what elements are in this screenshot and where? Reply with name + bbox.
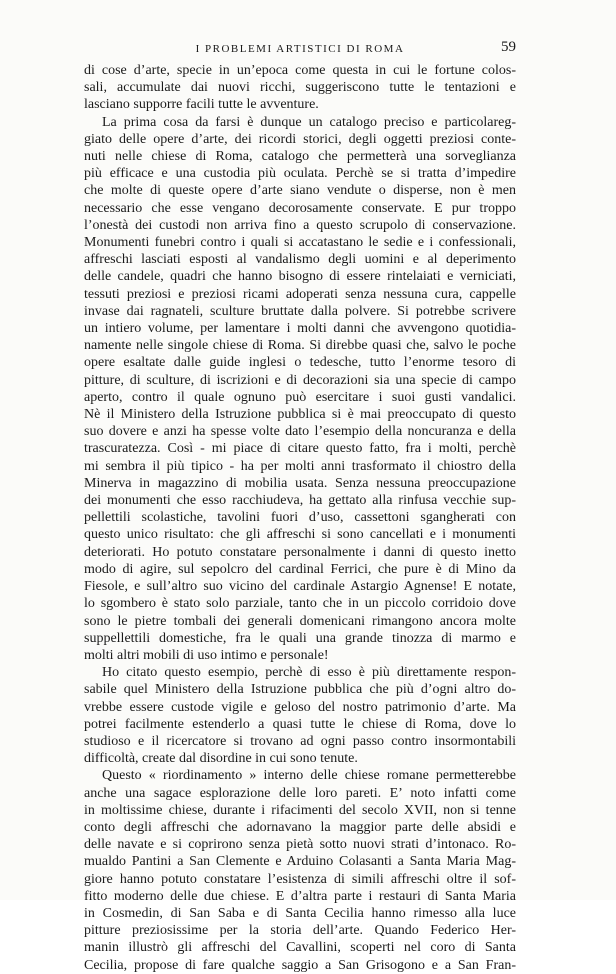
text-line: mi sembra il più tipico - ha per molti anni trasformato il chiostro della: [84, 458, 516, 474]
text-line: nuti nelle chiese di Roma, catalogo che permetterà una sorveglianza: [84, 149, 516, 165]
text-line: Questo « riordinamento » interno delle chiese romane permetterebbe: [102, 768, 516, 784]
text-line: delle navate e si coprirono senza pietà sotto nuovi strati d’intonaco. Ro-: [84, 837, 516, 853]
text-line: vrebbe essere custode vigile e geloso del nostro patrimonio d’arte. Ma: [84, 699, 516, 715]
text-line: deteriorati. Ho potuto constatare personalmente i danni di questo inetto: [84, 544, 516, 560]
text-line: l’onestà dei custodi non arriva fino a questo scrupolo di conservazione.: [84, 217, 516, 233]
text-line: opere esaltate dalle guide inglesi o tedesche, tutto l’enorme tesoro di: [84, 355, 516, 371]
text-line: suppellettili domestiche, fra le quali una grande tinozza di marmo e: [84, 630, 516, 646]
text-line: suo dovere e anzi ha spesse volte dato l’esempio della noncuranza e della: [84, 424, 516, 440]
text-line: lasciano supporre facili tutte le avventure.: [84, 97, 319, 113]
text-line: pitture, di sculture, di iscrizioni e di decorazioni sia una specie di campo: [84, 372, 516, 388]
text-line: difficoltà, create dal disordine in cui sono tenute.: [84, 751, 358, 767]
text-line: in Cosmedin, di San Saba e di Santa Cecilia hanno rimesso alla luce: [84, 905, 516, 921]
text-line: un intiero volume, per lamentare i molti danni che avvengono quotidia-: [84, 321, 516, 337]
text-line: molti altri mobili di uso intimo e personale!: [84, 647, 329, 663]
text-line: Monumenti funebri contro i quali si accatastano le sedie e i confessionali,: [84, 235, 516, 251]
text-line: modo di agire, sul sepolcro del cardinal Ferrici, che pure è di Mino da: [84, 561, 516, 577]
text-line: Nè il Ministero della Istruzione pubblica si è mai preoccupato di questo: [84, 407, 516, 423]
text-line: questo unico risultato: che gli affreschi si sono cancellati e i monumenti: [84, 527, 516, 543]
paragraph: [84, 664, 516, 767]
text-line: conto degli affreschi che adornavano la maggior parte delle absidi e: [84, 819, 516, 835]
text-line: Cecilia, propose di fare qualche saggio a San Grisogono e a San Fran-: [84, 957, 516, 973]
text-line: La prima cosa da farsi è dunque un catalogo preciso e particolareg-: [102, 114, 516, 130]
body-text: [84, 62, 516, 974]
text-line: potrei facilmente estenderlo a quasi tutte le chiese di Roma, dove lo: [84, 716, 516, 732]
text-line: sono le pietre tombali dei generali domenicani rimangono ancora molte: [84, 613, 516, 629]
text-line: sali, accumulate dai nuovi ricchi, suggeriscono tutte le tentazioni e: [84, 80, 516, 96]
text-line: Ho citato questo esempio, perchè di esso è più direttamente respon-: [102, 665, 516, 681]
text-line: trascuratezza. Così - mi piace di citare questo fatto, fra i molti, perchè: [84, 441, 516, 457]
text-line: di cose d’arte, specie in un’epoca come questa in cui le fortune colos-: [84, 63, 516, 78]
text-line: sabile quel Ministero della Istruzione pubblica che più d’ogni altro do-: [84, 682, 516, 698]
text-line: anche una sagace esplorazione delle loro pareti. E’ noto infatti come: [84, 785, 516, 801]
text-line: studioso e il ricercatore si trovano ad ogni passo contro insormontabili: [84, 733, 516, 749]
text-line: tessuti preziosi e preziosi ricami adoperati senza nessuna cura, cappelle: [84, 286, 516, 302]
running-title: I PROBLEMI ARTISTICI DI ROMA: [195, 43, 405, 55]
text-line: giore hanno potuto constatare l’esistenza di simili affreschi oltre il sof-: [84, 871, 516, 887]
text-line: affreschi lasciati esposti al vandalismo degli uomini e al deperimento: [84, 252, 516, 268]
paragraph: [84, 767, 516, 973]
text-line: aperto, contro il quale ognuno può esercitare i suoi gusti vandalici.: [84, 389, 516, 405]
paragraph: [84, 114, 516, 665]
text-line: manin illustrò gli affreschi del Cavallini, scoperti nel coro di Santa: [84, 940, 516, 956]
text-line: necessario che esse vengano decorosamente conservate. E pur troppo: [84, 200, 516, 216]
text-line: dei monumenti che esso racchiudeva, ha gettato alla rinfusa vecchie sup-: [84, 493, 516, 509]
text-line: in moltissime chiese, durante i rifacimenti del secolo XVII, non si tenne: [84, 802, 516, 818]
text-line: Minerva in magazzino di mobilia usata. Senza nessuna preoccupazione: [84, 475, 516, 491]
text-line: invase dai ragnateli, sculture bruttate dalla polvere. Si potrebbe scrivere: [84, 303, 516, 319]
text-line: namente nelle singole chiese di Roma. Si direbbe quasi che, salvo le poche: [84, 338, 516, 354]
text-line: mualdo Pantini a San Clemente e Arduino Colasanti a Santa Maria Mag-: [84, 854, 516, 870]
text-line: che molte di queste opere d’arte siano vendute o disperse, non è men: [84, 183, 516, 199]
text-line: pitture preziosissime per la storia dell’arte. Quando Federico Her-: [84, 923, 516, 939]
paragraph: [84, 62, 516, 114]
running-head: [84, 39, 516, 59]
text-line: giato delle opere d’arte, dei ricordi storici, degli oggetti preziosi conte-: [84, 131, 516, 147]
text-line: più efficace e una custodia più oculata. Perchè se si tratta d’impedire: [84, 166, 516, 182]
text-line: delle candele, quadri che hanno bisogno di essere rintelaiati e verniciati,: [84, 269, 516, 285]
text-line: Fiesole, e sull’altro suo vicino del cardinale Astargio Agnense! E notate,: [84, 579, 516, 595]
text-line: fitto moderno delle due chiese. E d’altra parte i restauri di Santa Maria: [84, 888, 516, 904]
text-line: lo sgombero è stato solo parziale, tanto che in un piccolo corridoio dove: [84, 596, 516, 612]
text-line: pellettili scolastiche, tavolini fuori d’uso, cassettoni sgangherati con: [84, 510, 516, 526]
page-number: 59: [501, 39, 516, 55]
